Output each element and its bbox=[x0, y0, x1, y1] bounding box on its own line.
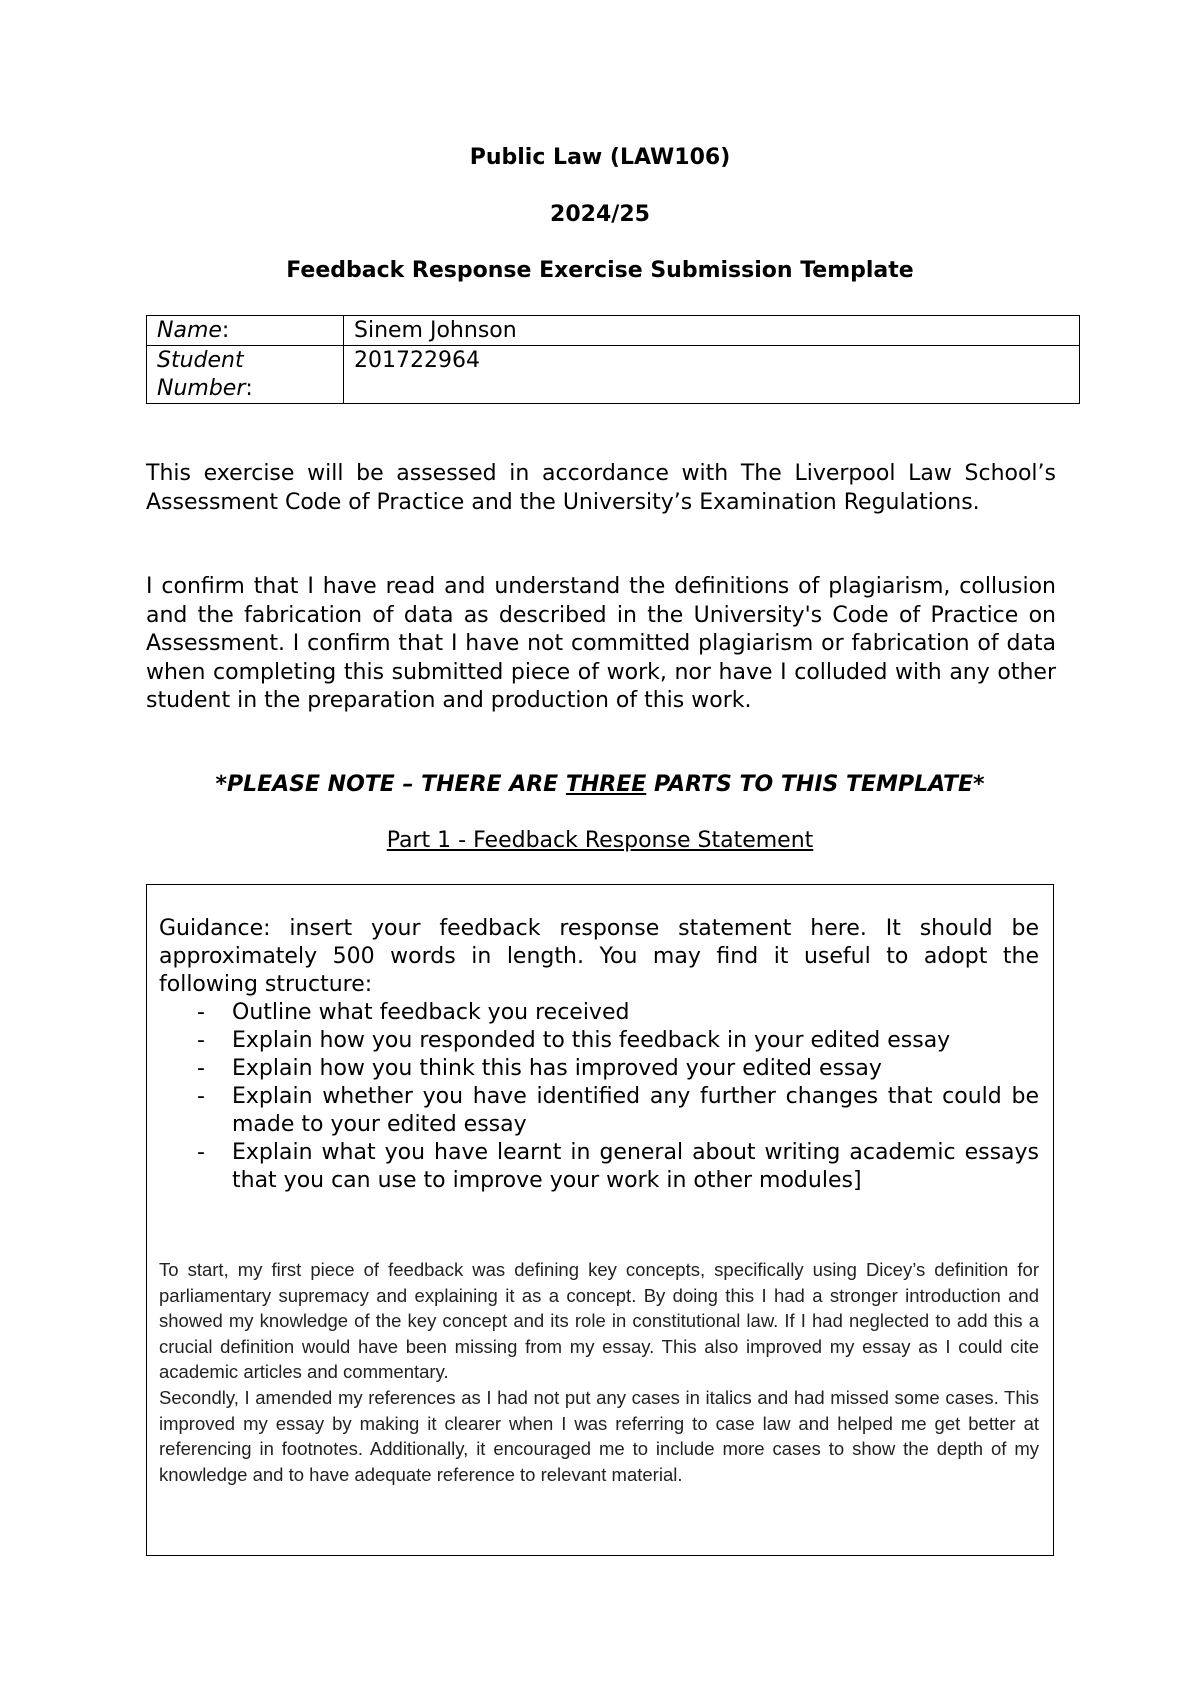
response-paragraph: To start, my first piece of feedback was defining key concepts, specifically using Dicey’s definition for parliamentary supremacy and explaining it as a concept. By doing this I had a stronger introduction and showed my knowledge of the key concept and its role in constitutional law. If I had neglected to add this a crucial definition would have been missing from my essay. This also improved my essay as I could cite academic articles and commentary. bbox=[159, 1259, 1039, 1383]
three-parts-note bbox=[0, 771, 1200, 799]
guidance-item-text: Outline what feedback you received bbox=[232, 1000, 630, 1025]
plagiarism-confirmation-paragraph: I confirm that I have read and understand the definitions of plagiarism, collusion and the fabrication of data as described in the University's Code of Practice on Assessment. I confirm that I have not committed plagiarism or fabrication of data when completing this submitted piece of work, nor have I colluded with any other student in the preparation and production of this work. bbox=[146, 574, 1056, 713]
bullet-dash: - bbox=[197, 1056, 205, 1081]
guidance-item bbox=[159, 1139, 1039, 1195]
guidance-item-text: Explain what you have learnt in general about writing academic essays that you can use to improve your work in other modules] bbox=[232, 1140, 1039, 1193]
guidance-item-text: Explain how you responded to this feedback in your edited essay bbox=[232, 1028, 951, 1053]
student-number-label: Student Number bbox=[157, 348, 246, 401]
academic-year: 2024/25 bbox=[550, 202, 650, 227]
guidance-block bbox=[159, 915, 1039, 1195]
name-label-cell: Name: bbox=[147, 316, 344, 346]
feedback-response-box bbox=[146, 884, 1054, 1556]
template-title: Feedback Response Exercise Submission Template bbox=[286, 258, 914, 283]
part1-heading: Part 1 - Feedback Response Statement bbox=[386, 828, 814, 853]
guidance-list bbox=[159, 999, 1039, 1195]
student-details-table bbox=[146, 315, 1080, 404]
guidance-intro: Guidance: insert your feedback response statement here. It should be approximately 500 words in length. You may find it useful to adopt the following structure: bbox=[159, 916, 1039, 997]
guidance-item bbox=[159, 1027, 1039, 1055]
bullet-dash: - bbox=[197, 1000, 205, 1025]
bullet-dash: - bbox=[197, 1140, 205, 1165]
name-label: Name bbox=[157, 318, 222, 343]
student-number-value: 201722964 bbox=[344, 346, 1080, 404]
name-row bbox=[147, 316, 1080, 346]
bullet-dash: - bbox=[197, 1028, 205, 1053]
note-prefix: *PLEASE NOTE – THERE ARE bbox=[215, 772, 566, 797]
guidance-item bbox=[159, 999, 1039, 1027]
student-number-row bbox=[147, 346, 1080, 404]
response-paragraph: Secondly, I amended my references as I had not put any cases in italics and had missed some cases. This improved my essay by making it clearer when I was referring to case law and helped me get better at referencing in footnotes. Additionally, it encouraged me to include more cases to show the depth of my knowledge and to have adequate reference to relevant material. bbox=[159, 1386, 1039, 1485]
bullet-dash: - bbox=[197, 1084, 205, 1109]
guidance-item bbox=[159, 1083, 1039, 1139]
note-emphasis: THREE bbox=[565, 772, 647, 797]
name-value: Sinem Johnson bbox=[344, 316, 1080, 346]
guidance-item-text: Explain whether you have identified any further changes that could be made to your edited essay bbox=[232, 1084, 1039, 1137]
guidance-item-text: Explain how you think this has improved your edited essay bbox=[232, 1056, 882, 1081]
note-suffix: PARTS TO THIS TEMPLATE* bbox=[646, 772, 985, 797]
module-title: Public Law (LAW106) bbox=[469, 145, 731, 170]
student-response-text bbox=[159, 1257, 1039, 1487]
assessment-paragraph: This exercise will be assessed in accordance with The Liverpool Law School’s Assessment Code of Practice and the University’s Examination Regulations. bbox=[146, 461, 1056, 515]
guidance-item bbox=[159, 1055, 1039, 1083]
student-number-label-cell: Student Number: bbox=[147, 346, 344, 404]
